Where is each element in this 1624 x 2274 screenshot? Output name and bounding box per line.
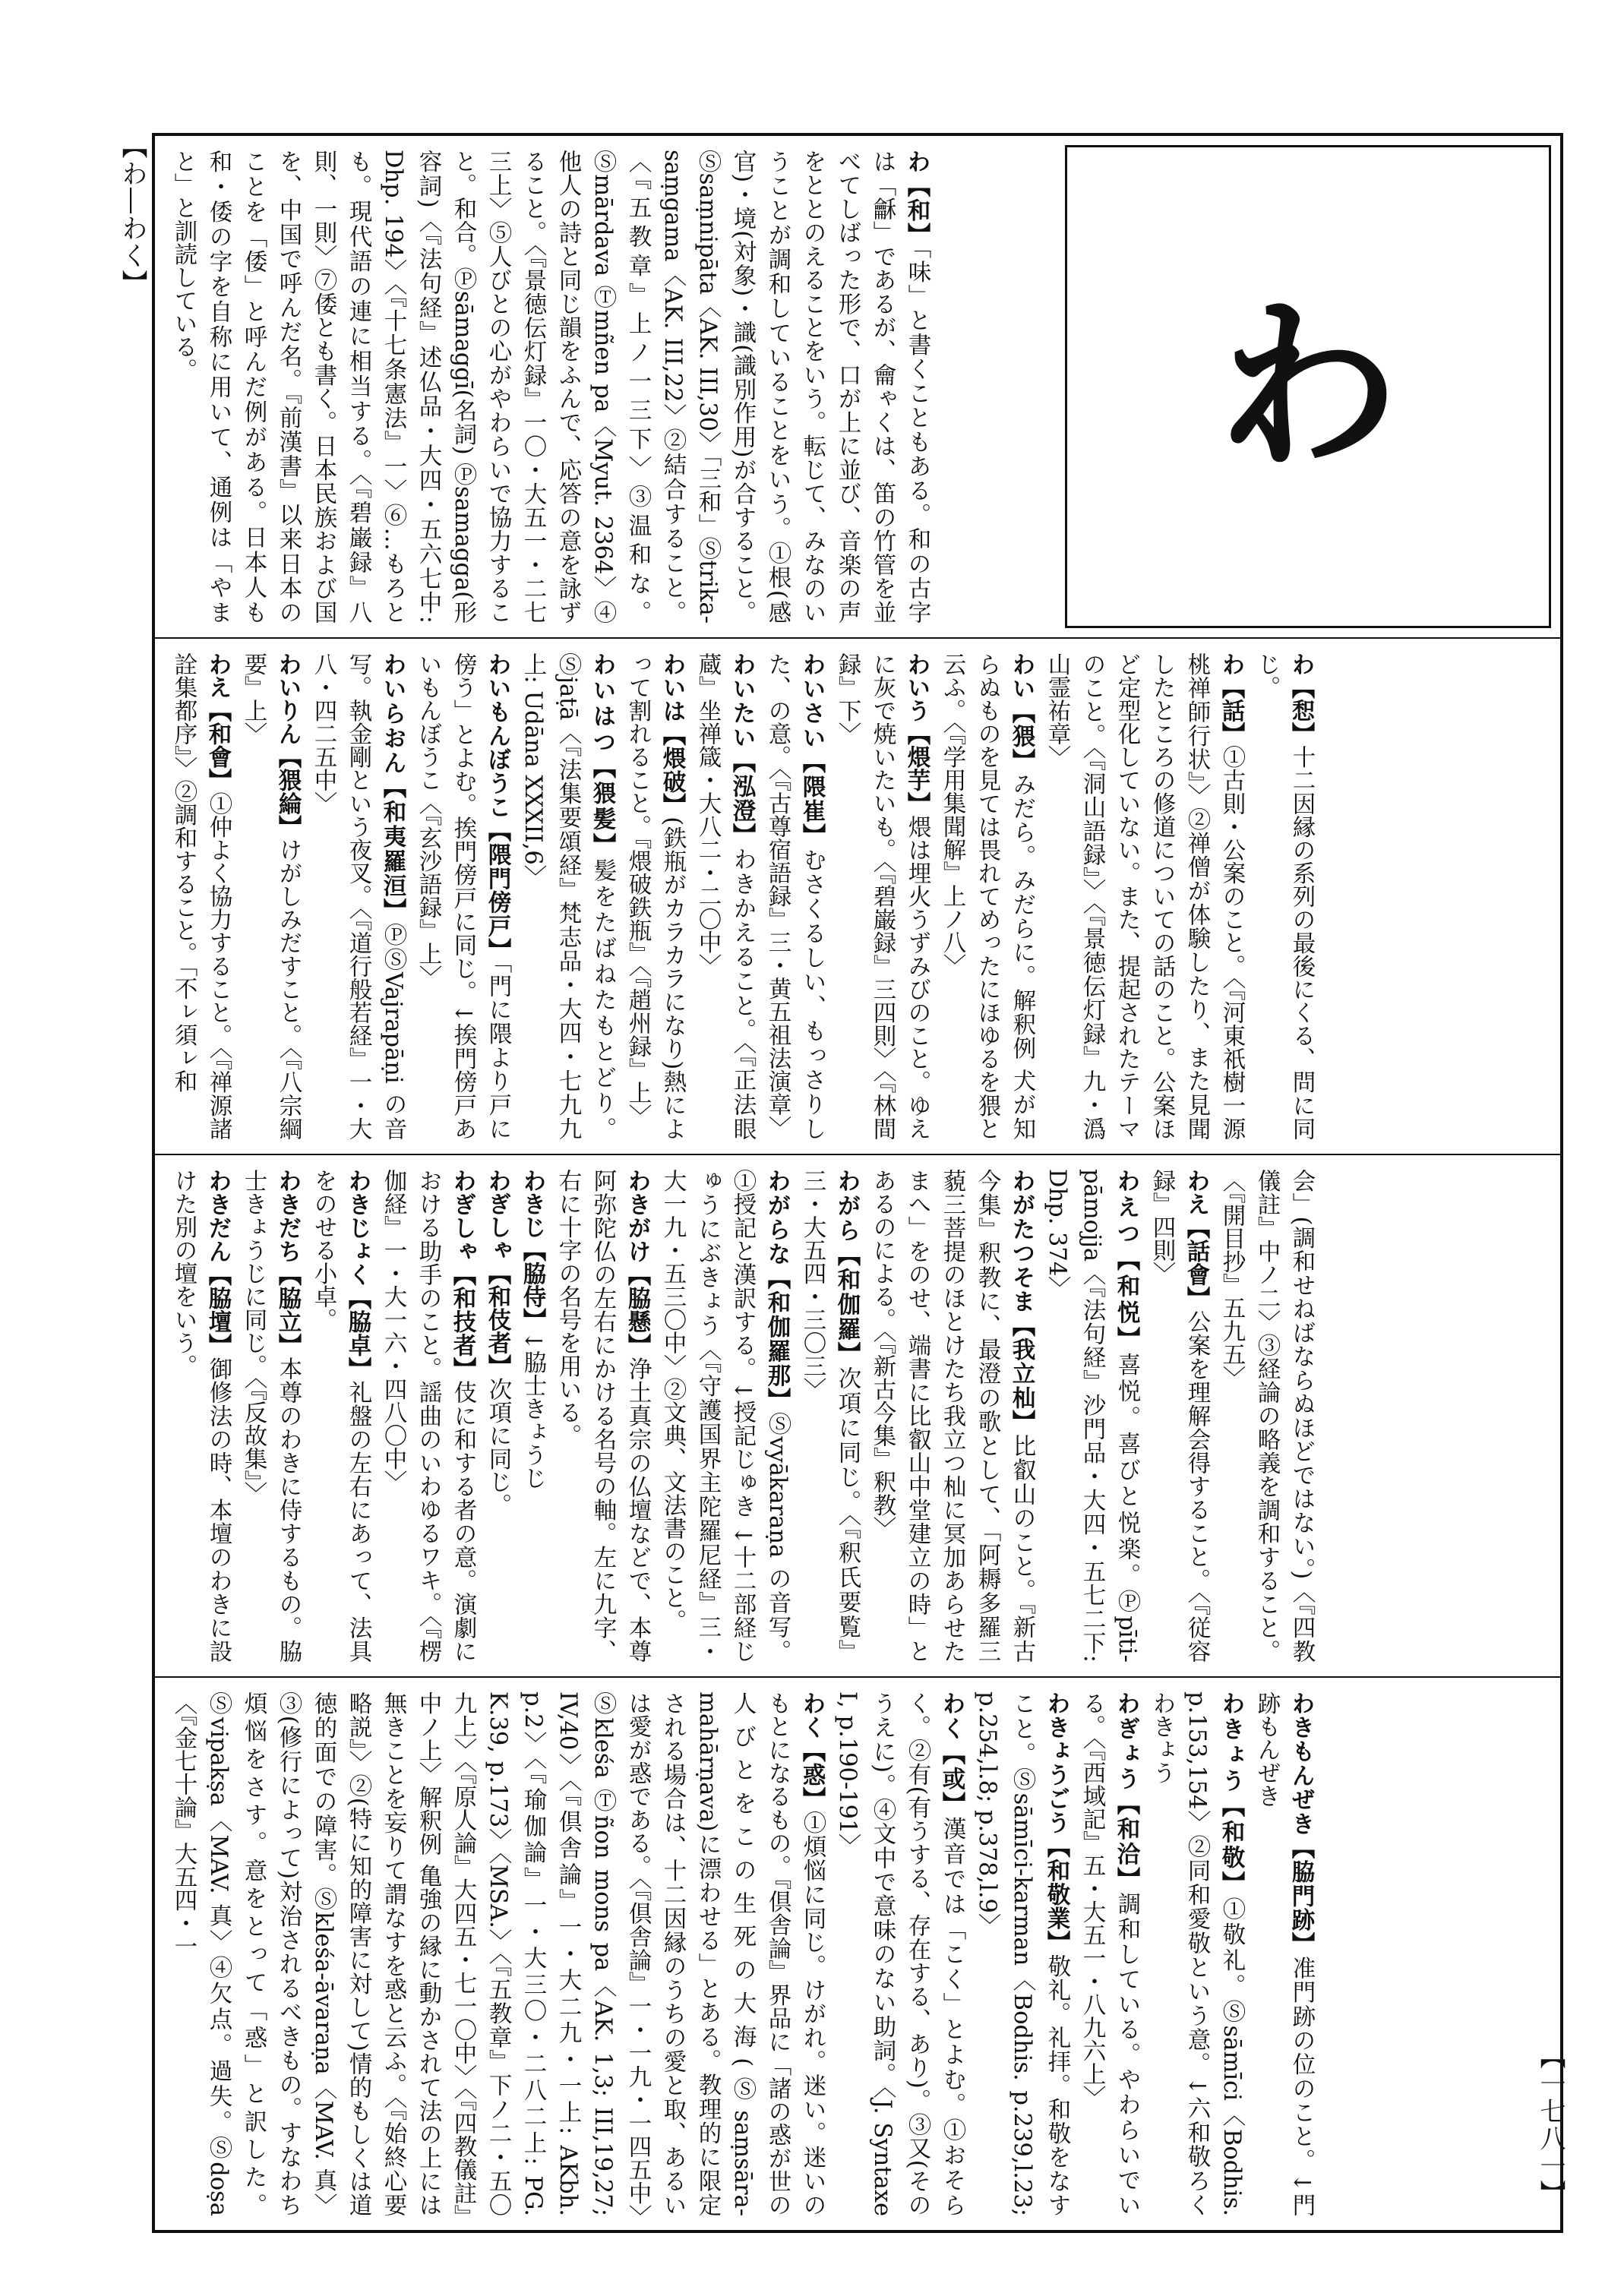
entry-head: わいもんぼうこ【隈門傍戸】: [484, 652, 511, 962]
tier-1: [155, 136, 1560, 639]
entry-head: わえ【話會】: [1183, 1169, 1210, 1310]
tier-4-column: [155, 1678, 1560, 2230]
running-head: 【わ―わく】: [117, 133, 147, 297]
entry-head: わぎょう【和洽】: [1113, 1691, 1140, 1893]
entry-body: 会」(調和せねばならぬほどではない。)〈『四教儀註』中ノ二〉③経論の略義を調和すること。〈『開目抄』五九五〉: [1218, 1169, 1315, 1663]
entry-body: けがしみだすこと。〈『八宗綱要』上〉: [240, 652, 302, 1141]
tier-4-text: [155, 1678, 1329, 2230]
entry-head: わ【和】: [903, 150, 930, 248]
entry-head: わ【話】: [1218, 652, 1245, 746]
entry-head: わきだん【脇壇】: [204, 1169, 232, 1357]
entry-body: ⓅⓈVajrapāṇi の音写。執金剛という夜叉。〈『道行般若経』一・大八・四二五中〉: [310, 652, 406, 1141]
entry-body: みだら。みだらに。解釈例 犬が知らぬものを見ては畏れてめったにほゆるを猥と云ふ。〈『学用集聞解』上ノ八〉: [939, 652, 1035, 1140]
entry-head: わきだち【脇立】: [274, 1169, 302, 1357]
entry-head: わきょう【和敬】: [1218, 1691, 1245, 1897]
entry-body: 漢音では「こく」とよむ。①おそらく。②有(有うする、存在する、あり)。③又(そのうえに)。④文中で意味のない助詞。〈J. Syntaxe I, p.190-191〉: [834, 1691, 965, 2216]
entry-body: 「門に隈より戸に傍う」とよむ。挨門傍戸に同じ。↓挨門傍戸あいもんぼうこ〈『玄沙語録』上〉: [415, 652, 511, 1141]
entry-head: わきょうごう【和敬業】: [1043, 1691, 1070, 1954]
page-number: 【一七八一】: [1535, 2043, 1566, 2207]
entry-head: わきがけ【脇懸】: [624, 1169, 651, 1357]
entry-head: わえ【和會】: [204, 652, 232, 792]
entry-head: わぎしゃ【和技者】: [449, 1169, 476, 1381]
entry-body: ①敬礼。Ⓢsāmīci〈Bodhis. p.153,154〉②同和愛敬という意。↓六和敬ろくわきょう: [1148, 1691, 1245, 2216]
entry-body: ①仲よく協力すること。〈『禅源諸詮集都序』〉②調和すること。「不ㇾ須ㇾ和: [170, 652, 232, 1141]
entry-head: わいらおん【和夷羅洹】: [379, 652, 406, 924]
tier-3: [155, 1155, 1560, 1678]
entry-body: 敬礼。礼拝。和敬をなすこと。Ⓢsāmīci-karman〈Bodhis. p.239,l.23; p.254,l.8; p.378,l.9〉: [974, 1691, 1070, 2217]
entry-body: 次項に同じ。〈『釈氏要覧』三・大五四・三〇三〉: [799, 1169, 861, 1663]
entry-body: 煨は埋火うずみびのこと。ゆえに灰で焼いたいも。〈『碧巌録』三四則〉〈『林間録』下〉: [834, 652, 930, 1141]
entry-body: 十二因縁の系列の最後にくる、問に同じ。: [1253, 652, 1315, 1141]
entry-body: ①煩悩に同じ。けがれ。迷い。迷いのもとになるもの。『倶舎論』界品に「諸の惑が世の人びとをこの生死の大海(Ⓢsaṃsāra-mahārṇava)に漂わせる」とある。教理的に限定される場合は、十二因縁のうちの愛と取、あるいは愛が惑である。〈『倶舎論』一・一九・一四五中〉Ⓢkleśa Ⓣñon mons pa〈AK. 1,3; III,19,27; IV,40〉〈『倶舎論』一・大二九・一上: AKbh. p.2〉〈『瑜伽論』一・大三〇・二八二上: PG. K.39, p.173〉〈MSA.〉〈『五教章』下ノ二・五〇九上〉〈『原人論』大四五・七一〇中〉〈『四教儀註』中ノ上〉解釈例 亀強の縁に動かされて法の上には無きことを妄りて謂なすを惑と云ふ。〈『始終心要略説』〉②(特に知的障害に対して)情的もしくは道徳的面での障害。Ⓢkleśa-āvaraṇa〈MAV. 真〉③(修行によって)対治されるべきもの。すなわち煩悩をさす。意をとって「惑」と訳した。Ⓢvipakṣa〈MAV. 真〉④欠点。過失。Ⓢdoṣa〈『金七十論』大五四・一: [170, 1691, 826, 2217]
entry-body: 次項に同じ。: [485, 1377, 511, 1517]
entry-body: 髪をたばねたもとどり。Ⓢjaṭā〈『法集要頌経』梵志品・大四・七九九上: Udāna XXXII,6〉: [520, 652, 616, 1141]
entry-head: わがら【和伽羅】: [833, 1169, 861, 1366]
entry-head: わ【惒】: [1288, 652, 1315, 746]
tier-3-column: [155, 1155, 1560, 1676]
title-character: わ: [1216, 280, 1399, 494]
tier-4: [155, 1678, 1560, 2230]
entry-head: わいたい【泓澄】: [728, 652, 756, 848]
entry-head: わえつ【和悦】: [1113, 1169, 1140, 1353]
entry-body: 比叡山のこと。『新古今集』釈教に、最澄の歌として、「阿耨多羅三藐三菩提のほとけたち我立つ杣に冥加あらせたまへ」をのせ、端書に比叡山中堂建立の時」とあるのによる。〈『新古今集』釈教〉: [869, 1169, 1035, 1663]
entry-head: わい【猥】: [1008, 652, 1035, 773]
entry-head: わぎしゃ【和伎者】: [484, 1169, 511, 1378]
entry-body: 喜悦。喜びと悦楽。Ⓟpīti-pāmojja〈『法句経』沙門品・大四・五七二下: Dhp. 374〉: [1044, 1169, 1140, 1663]
entry-head: わく【或】: [938, 1691, 965, 1818]
entry-body: 浄土真宗の仏壇などで、本尊阿弥陀仏の左右にかける名号の軸。左に九字、右に十字の名号を用いる。: [554, 1169, 651, 1663]
entry-head: わきじょく【脇卓】: [344, 1169, 371, 1381]
entry-body: 礼盤の左右にあって、法具をのせる小卓。: [310, 1169, 371, 1663]
entry-head: わいはつ【猥髪】: [589, 652, 616, 859]
tier-2-text: [155, 639, 1329, 1154]
entry-head: わいは【煨破】: [659, 652, 686, 817]
entry-body: 御修法の時、本壇のわきに設けた別の壇をいう。: [170, 1169, 232, 1663]
tier-2: [155, 639, 1560, 1155]
entry-body: 公案を理解会得すること。〈『従容録』四則〉: [1148, 1169, 1210, 1663]
entry-body: むさくるしい、もっさりした、の意。〈『古尊宿語録』三・黄五祖法演章〉: [764, 652, 826, 1141]
entry-head: わがらな【和伽羅那】: [763, 1169, 791, 1413]
entry-body: ↓脇士きょうじ: [520, 1331, 546, 1490]
page-frame: [152, 133, 1563, 2233]
entry-text: [155, 136, 945, 637]
tier-1-text: [155, 136, 1051, 637]
title-box: [1065, 145, 1551, 628]
entry-head: わきじ【脇侍】: [519, 1169, 546, 1331]
entry-head: わく【惑】: [798, 1691, 826, 1811]
entry-body: わきかえること。〈『正法眼蔵』坐禅箴・大八二・二〇中〉: [694, 652, 756, 1141]
entry-body: 准門跡の位のこと。↓門跡もんぜき: [1253, 1691, 1315, 2216]
entry-head: わいさい【隈崔】: [798, 652, 826, 848]
entry-body: ①古則・公案のこと。〈『河東祇樹一源桃禅師行状』〉②禅僧が体験したり、また見聞したところの修道についての話のこと。公案ほど定型化していない。また、提起されたテーマのこと。〈『洞山語録』〉〈『景徳伝灯録』九・潙山霊祐章〉: [1044, 652, 1245, 1141]
entry-head: わきもんぜき【脇門跡】: [1288, 1691, 1315, 1957]
entry-body: Ⓢvyākaraṇa の音写。①授記と漢訳する。↓授記じゅき ↓十二部経じゅうにぶきょう〈『守護国界主陀羅尼経』三・大一九・五三〇中〉②文典、文法書のこと。: [659, 1169, 791, 1663]
entry-body: 調和している。やわらいでいる。〈『西域記』五・大五一・八九六上〉: [1079, 1691, 1140, 2217]
tier-3-text: [155, 1155, 1329, 1676]
entry-body: (鉄瓶がカラカラになり)熱によって割れること。『煨破鉄瓶』〈『趙州録』上〉: [624, 652, 686, 1140]
entry-body: 「味」と書くこともある。和の古字は「龢」であるが、龠ゃくは、笛の竹管を並べてしばった形で、口が上に並び、音楽の声をととのえることをいう。転じて、みなのいうことが調和していることをいう。①根(感官)・境(対象)・識(識別作用)が合すること。Ⓢsaṃnipāta〈AK. III,30〉「三和」Ⓢtrika-saṃgama〈AK. III,22〉②結合すること。〈『五教章』上ノ一三下〉③温和な。Ⓢmārdava Ⓣmñen pa〈Myut. 2364〉④他人の詩と同じ韻をふんで、応答の意を詠ずること。〈『景徳伝灯録』一〇・大五一・二七三上〉⑤人びとの心がやわらいで協力すること。和合。Ⓟsāmaggī(名詞) Ⓟsamagga(形容詞)〈『法句経』述仏品・大四・五六七中: Dhp. 194〉〈『十七条憲法』一〉⑥…もろとも。現代語の連に相当する。〈『碧巌録』八則、一則〉⑦倭とも書く。日本民族および国を、中国で呼んだ名。『前漢書』以来日本のことを「倭」と呼んだ例がある。日本人も和・倭の字を自称に用いて、通例は「やまと」と訓読している。: [170, 150, 930, 624]
entry-head: わいりん【猥綸】: [274, 652, 302, 839]
entry-body: 本尊のわきに侍するもの。脇士きょうじに同じ。〈『反故集』〉: [240, 1169, 302, 1663]
entry-head: わがたつそま【我立杣】: [1008, 1169, 1035, 1435]
tier-2-column: [155, 639, 1560, 1154]
entry-body: 伎に和する者の意。演劇における助手のこと。謡曲のいわゆるワキ。〈『楞伽経』一・大一六・四八〇中〉: [380, 1169, 476, 1663]
entry-head: わいう【煨芋】: [903, 652, 930, 816]
